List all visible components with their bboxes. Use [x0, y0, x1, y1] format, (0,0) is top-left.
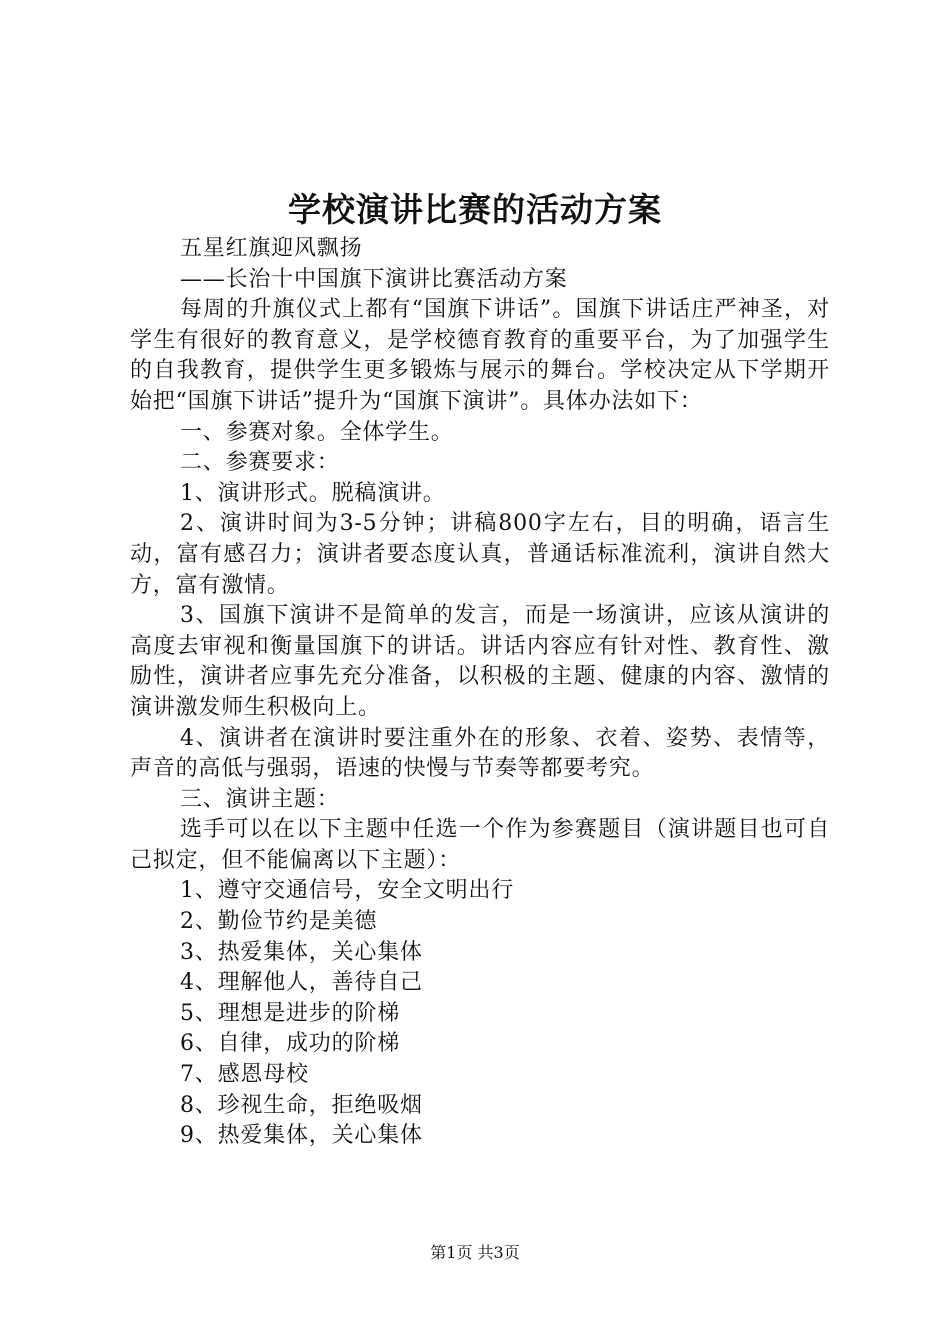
requirement-item: 2、演讲时间为3-5分钟；讲稿800字左右，目的明确，语言生动，富有感召力；演讲者要态度认真，普通话标准流利，演讲自然大方，富有激情。	[130, 511, 830, 598]
intro-paragraph: 每周的升旗仪式上都有“国旗下讲话”。国旗下讲话庄严神圣，对学生有很好的教育意义，是学校德育教育的重要平台，为了加强学生的自我教育，提供学生更多锻炼与展示的舞台。学校决定从下学期开始把“国旗下讲话”提升为“国旗下演讲”。具体办法如下：	[130, 297, 830, 414]
topic-item: 5、理想是进步的阶梯	[180, 1000, 400, 1026]
topics-intro: 选手可以在以下主题中任选一个作为参赛题目（演讲题目也可自己拟定，但不能偏离以下主题）：	[130, 817, 830, 873]
topic-item: 7、感恩母校	[180, 1062, 309, 1088]
topic-item: 2、勤俭节约是美德	[180, 909, 378, 935]
section-topics-heading: 三、演讲主题：	[180, 786, 340, 812]
subtitle-line: 五星红旗迎风飘扬	[180, 236, 363, 261]
requirement-item: 4、演讲者在演讲时要注重外在的形象、衣着、姿势、表情等，声音的高低与强弱，语速的快慢与节奏等都要考究。	[130, 725, 830, 782]
topic-item: 9、热爱集体，关心集体	[180, 1123, 423, 1149]
topic-item: 1、遵守交通信号，安全文明出行	[180, 878, 514, 904]
section-participants: 一、参赛对象。全体学生。	[180, 419, 454, 445]
topic-item: 3、热爱集体，关心集体	[180, 939, 423, 965]
topic-item: 4、理解他人，善待自己	[180, 970, 423, 996]
document-body	[130, 234, 830, 1152]
page-footer: 第1页 共3页	[430, 1243, 520, 1262]
requirement-item: 1、演讲形式。脱稿演讲。	[180, 480, 446, 506]
topic-item: 6、自律，成功的阶梯	[180, 1031, 400, 1057]
subtitle-subline: ——长治十中国旗下演讲比赛活动方案	[180, 266, 568, 292]
section-requirements-heading: 二、参赛要求：	[180, 450, 340, 476]
requirement-item: 3、国旗下演讲不是简单的发言，而是一场演讲，应该从演讲的高度去审视和衡量国旗下的讲话。讲话内容应有针对性、教育性、激励性，演讲者应事先充分准备，以积极的主题、健康的内容、激情的演讲激发师生积极向上。	[130, 603, 830, 720]
topic-item: 8、珍视生命，拒绝吸烟	[180, 1092, 423, 1118]
document-title: 学校演讲比赛的活动方案	[288, 190, 662, 229]
